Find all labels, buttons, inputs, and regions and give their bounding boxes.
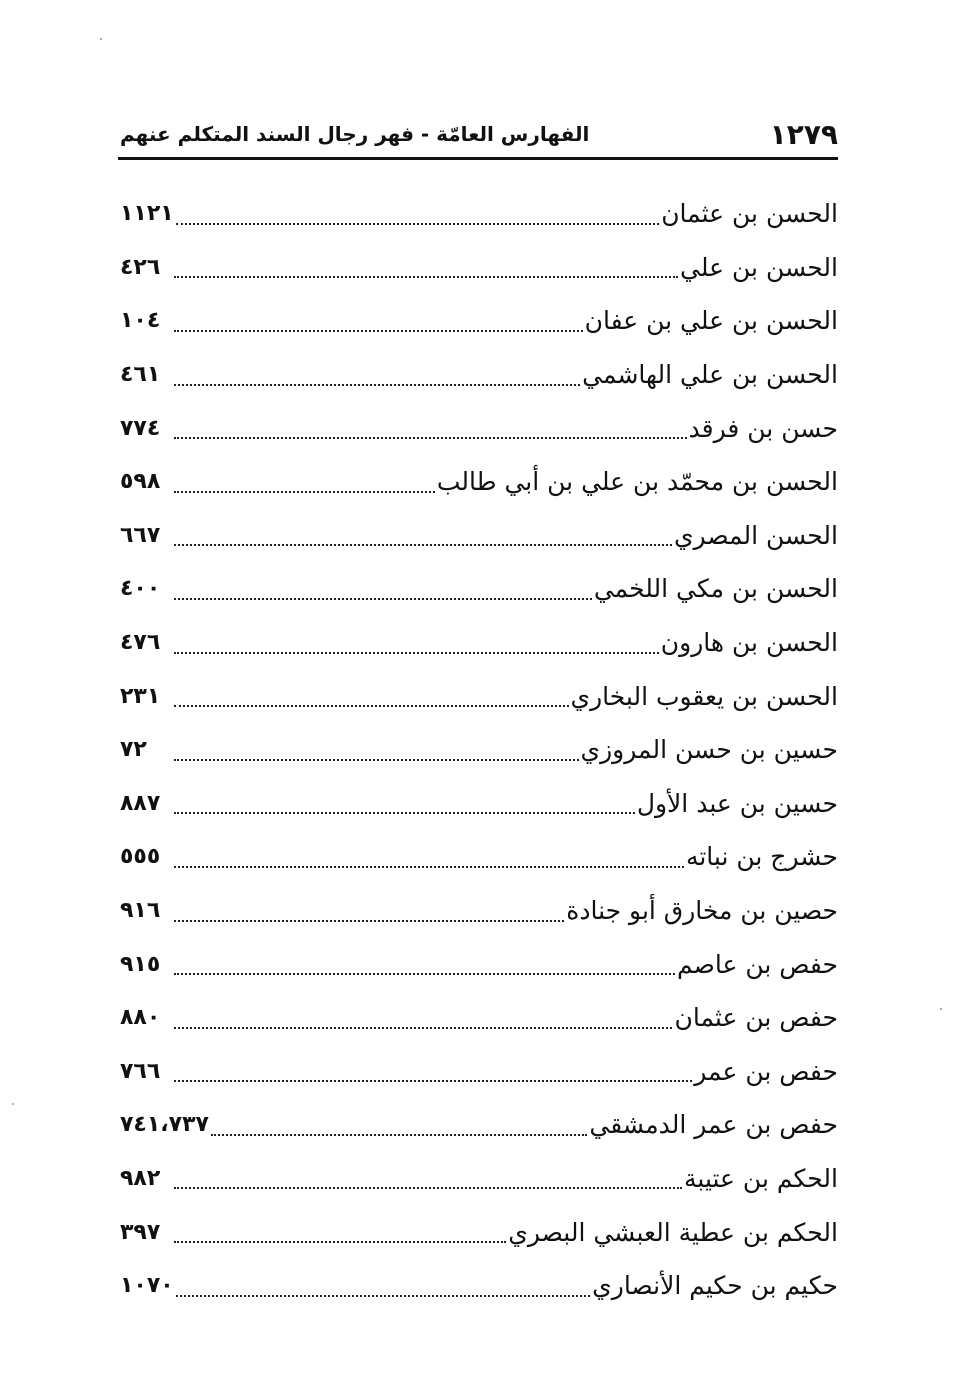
index-entry [120, 562, 838, 616]
entry-page-number: ٨٨٠ [120, 1005, 161, 1031]
entry-page-number: ٧٦٦ [120, 1058, 161, 1084]
dot-leader [174, 812, 635, 814]
entry-page-number: ١٠٧٠ [120, 1273, 174, 1299]
page-header [120, 112, 838, 156]
index-entry [120, 401, 838, 455]
entry-page-number: ٤٦١ [120, 362, 161, 388]
dot-leader [174, 973, 675, 975]
index-entry [120, 723, 838, 777]
entry-page-number: ١٠٤ [120, 308, 161, 334]
entry-name: الحسن بن هارون [660, 628, 838, 658]
dot-leader [174, 1027, 672, 1029]
dot-leader [174, 920, 564, 922]
dot-leader [174, 598, 592, 600]
header-rule [118, 157, 838, 160]
entry-name: الحسن المصري [673, 520, 838, 550]
entry-name: حسن بن فرقد [688, 413, 838, 443]
scan-speck [12, 1103, 14, 1105]
running-title: الفهارس العامّة - فهر رجال السند المتكلم عنهم [120, 122, 590, 146]
entry-name: حشرج بن نباته [685, 842, 838, 872]
entry-name: حكيم بن حكيم الأنصاري [592, 1271, 838, 1301]
dot-leader [174, 276, 678, 278]
dot-leader [174, 384, 580, 386]
entry-page-number: ٨٨٧ [120, 790, 161, 816]
entry-page-number: ٤٧٦ [120, 630, 161, 656]
index-entry [120, 616, 838, 670]
dot-leader [174, 705, 569, 707]
index-entry [120, 1205, 838, 1259]
entry-page-number: ٧٧٤ [120, 415, 161, 441]
index-entry [120, 187, 838, 241]
index-entry [120, 348, 838, 402]
index-entry [120, 241, 838, 295]
index-list [120, 187, 838, 1312]
entry-name: الحكم بن عتيبة [684, 1163, 838, 1193]
dot-leader [174, 1187, 682, 1189]
scan-speck [940, 1008, 942, 1010]
index-entry [120, 1098, 838, 1152]
index-entry [120, 1259, 838, 1313]
entry-page-number: ٩١٥ [120, 951, 161, 977]
index-entry [120, 1152, 838, 1206]
dot-leader [174, 437, 687, 439]
entry-name: حسين بن حسن المروزي [580, 735, 838, 765]
entry-name: حفص بن عثمان [674, 1003, 838, 1033]
page-number: ١٢٧٩ [769, 117, 838, 151]
dot-leader [211, 1134, 587, 1136]
index-entry [120, 830, 838, 884]
dot-leader [174, 759, 579, 761]
entry-name: حسين بن عبد الأول [636, 788, 838, 818]
entry-page-number: ٩٨٢ [120, 1165, 161, 1191]
entry-name: حصين بن مخارق أبو جنادة [566, 896, 838, 926]
entry-name: الحسن بن مكي اللخمي [593, 574, 838, 604]
entry-name: حفص بن عمر الدمشقي [589, 1110, 838, 1140]
entry-name: الحسن بن علي [680, 252, 838, 282]
entry-page-number: ٧٤١،٧٣٧ [120, 1112, 209, 1138]
entry-name: الحسن بن يعقوب البخاري [570, 681, 838, 711]
entry-name: الحسن بن عثمان [661, 199, 838, 229]
dot-leader [174, 544, 672, 546]
dot-leader [174, 491, 435, 493]
entry-page-number: ٣٩٧ [120, 1219, 161, 1245]
dot-leader [174, 330, 583, 332]
dot-leader [174, 652, 659, 654]
index-entry [120, 1045, 838, 1099]
index-entry [120, 509, 838, 563]
entry-page-number: ٥٥٥ [120, 844, 161, 870]
scan-speck [100, 38, 102, 40]
entry-page-number: ٧٢ [120, 737, 147, 763]
entry-name: الحسن بن محمّد بن علي بن أبي طالب [436, 467, 838, 497]
entry-name: الحسن بن علي بن عفان [584, 306, 838, 336]
index-entry [120, 669, 838, 723]
entry-name: حفص بن عمر [694, 1056, 838, 1086]
index-entry [120, 991, 838, 1045]
dot-leader [176, 1295, 590, 1297]
entry-page-number: ٢٣١ [120, 683, 161, 709]
index-entry [120, 777, 838, 831]
index-entry [120, 455, 838, 509]
index-entry [120, 884, 838, 938]
entry-page-number: ٩١٦ [120, 898, 161, 924]
dot-leader [174, 866, 684, 868]
entry-page-number: ٥٩٨ [120, 469, 161, 495]
entry-page-number: ٤٢٦ [120, 254, 161, 280]
index-entry [120, 294, 838, 348]
dot-leader [176, 223, 659, 225]
dot-leader [174, 1241, 506, 1243]
dot-leader [174, 1080, 692, 1082]
entry-page-number: ٦٦٧ [120, 522, 161, 548]
entry-name: الحكم بن عطية العبشي البصري [508, 1217, 838, 1247]
entry-page-number: ١١٢١ [120, 201, 174, 227]
index-entry [120, 937, 838, 991]
entry-page-number: ٤٠٠ [120, 576, 161, 602]
entry-name: حفص بن عاصم [676, 949, 838, 979]
entry-name: الحسن بن علي الهاشمي [582, 360, 838, 390]
